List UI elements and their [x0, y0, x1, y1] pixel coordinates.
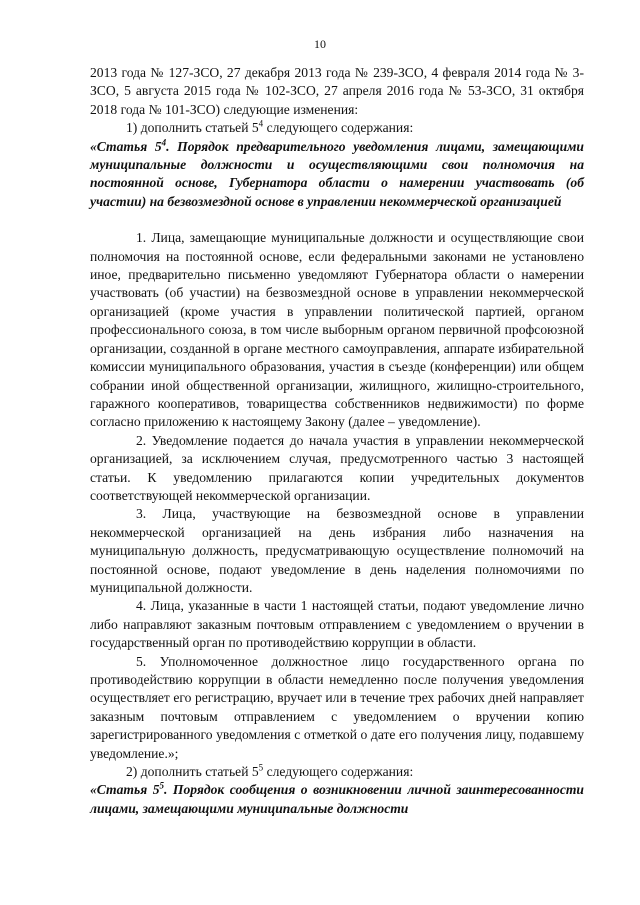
- article-5-4-prefix: «Статья 5: [90, 138, 162, 154]
- amendment-2-superscript: 5: [258, 762, 264, 773]
- article-5-4-title: . Порядок предварительного уведомления лицами, замещающими муниципальные должности и осуществляющими свои полномочия на постоянной основе, Губернатора области о намерении участвовать (об участии) на безвозмездной основе в управлении некоммерческой организацией: [90, 138, 584, 209]
- article-5-5-superscript: 5: [159, 780, 164, 791]
- article-5-4-item-2: 2. Уведомление подается до начала участия в управлении некоммерческой организацией, за исключением случая, предусмотренного частью 3 настоящей статьи. К уведомлению прилагаются копии учредительных документов соответствующей некоммерческой организации.: [90, 432, 584, 503]
- article-5-4-heading: [90, 138, 584, 212]
- article-5-4-item-5: 5. Уполномоченное должностное лицо государственного органа по противодействию коррупции в области немедленно после получения уведомления осуществляет его регистрацию, вручает или в течение трех рабочих дней направляет заказным почтовым отправлением с уведомлением о вручении копию зарегистрированного уведомления с отметкой о дате его получения лицу, подавшему уведомление.»;: [90, 653, 584, 761]
- amendment-1-text: 1) дополнить статьей 5: [126, 120, 259, 136]
- article-5-4-item-1: 1. Лица, замещающие муниципальные должности и осуществляющие свои полномочия на постоянной основе, если федеральными законами не установлено иное, предварительно письменно уведомляют Губернатора области о намерении участвовать (об участии) на безвозмездной основе в управлении некоммерческой организацией (кроме участия в управлении политической партией, органом профессионального союза, в том числе выборным органом первичной профсоюзной организации, созданной в органе местного самоуправления, аппарате избирательной комиссии муниципального образования, участия в съезде (конференции) или общем собрании иной общественной организации, жилищного, жилищно-строительного, гаражного кооперативов, товарищества собственников недвижимости) по форме согласно приложению к настоящему Закону (далее – уведомление).: [90, 230, 584, 430]
- page-number: 10: [314, 37, 326, 51]
- amendment-2-tail: следующего содержания:: [263, 764, 414, 780]
- amendment-1-superscript: 4: [258, 118, 264, 129]
- article-5-5-title: . Порядок сообщения о возникновении личной заинтересованности лицами, замещающими муниципальные должности: [90, 782, 584, 816]
- document-body: [90, 64, 584, 818]
- article-5-5-prefix: «Статья 5: [90, 782, 160, 798]
- article-5-4-superscript: 4: [161, 137, 167, 148]
- amendment-1: [90, 119, 584, 137]
- article-5-4-item-3: 3. Лица, участвующие на безвозмездной основе в управлении некоммерческой организацией на день избрания либо назначения на муниципальную должность, предусматривающую осуществление полномочий на постоянной основе, подают уведомление в день наделения полномочиями по муниципальной должности.: [90, 506, 584, 595]
- intro-paragraph: 2013 года № 127-ЗСО, 27 декабря 2013 года № 239-ЗСО, 4 февраля 2014 года № 3-ЗСО, 5 августа 2015 года № 102-ЗСО, 27 апреля 2016 года № 53-ЗСО, 31 октября 2018 года № 101-ЗСО) следующие изменения:: [90, 65, 584, 117]
- amendment-2-text: 2) дополнить статьей 5: [126, 764, 259, 780]
- amendment-1-tail: следующего содержания:: [263, 120, 414, 136]
- article-5-5-heading: [90, 781, 584, 818]
- article-5-4-item-4: 4. Лица, указанные в части 1 настоящей статьи, подают уведомление лично либо направляют заказным почтовым отправлением с уведомлением о вручении в государственный орган по противодействию коррупции в области.: [90, 598, 584, 651]
- amendment-2: [90, 763, 584, 781]
